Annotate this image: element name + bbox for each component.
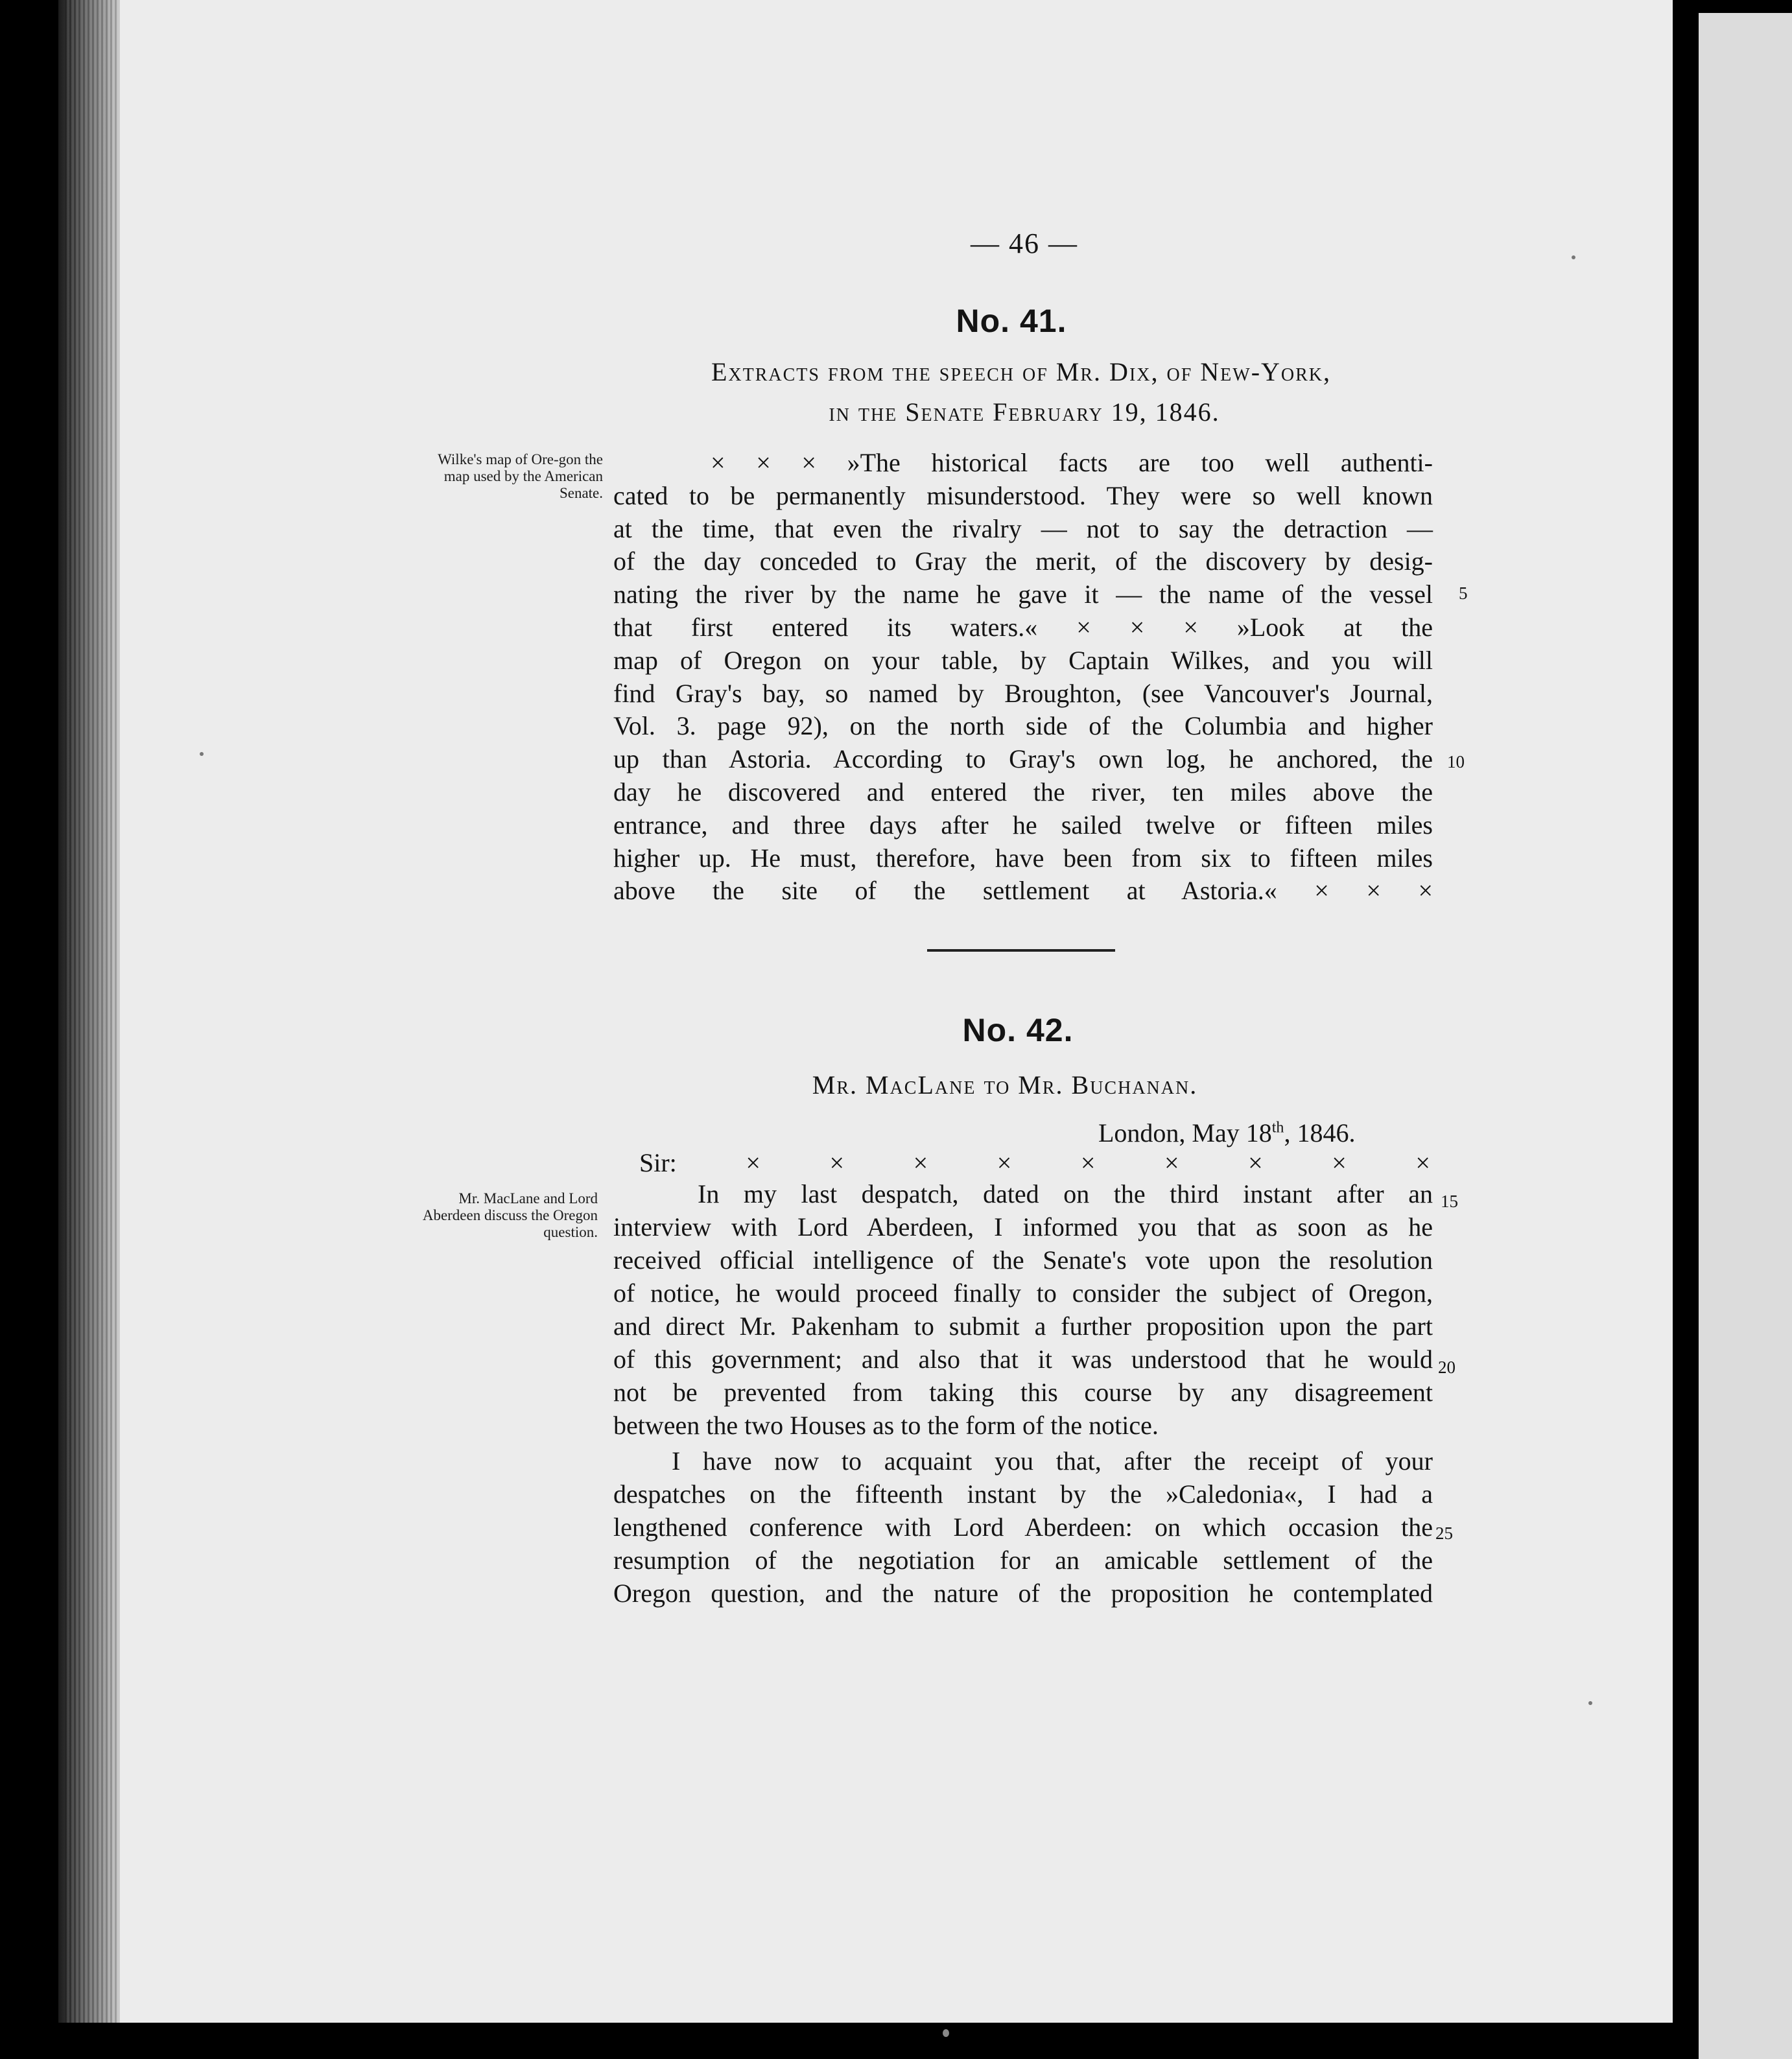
- text-line: interview with Lord Aberdeen, I informed you that as soon as he: [613, 1212, 1433, 1241]
- text-line: received official intelligence of the Senate's vote upon the resolution: [613, 1245, 1433, 1275]
- dateline: London, May 18th, 1846.: [1098, 1118, 1356, 1147]
- text-line: and direct Mr. Pakenham to submit a further proposition upon the part: [613, 1312, 1433, 1341]
- scanned-page: [58, 0, 1673, 2023]
- text-line: lengthened conference with Lord Aberdeen: on which occasion the: [613, 1512, 1433, 1542]
- text-line: above the site of the settlement at Astoria.« × × ×: [613, 876, 1433, 906]
- document-42-title: Mr. MacLane to Mr. Buchanan.: [812, 1070, 1198, 1100]
- line-number: 25: [1435, 1524, 1453, 1543]
- document-41-title-line-1: Extracts from the speech of Mr. Dix, of New-York,: [711, 357, 1332, 386]
- section-divider: [927, 949, 1115, 952]
- dust-speck: [1588, 1701, 1592, 1705]
- text-line: cated to be permanently misunderstood. They were so well known: [613, 480, 1433, 510]
- dust-speck: [943, 2029, 949, 2037]
- salutation: Sir: × × × × × × × × ×: [639, 1148, 1430, 1177]
- document-number-42: No. 42.: [962, 1012, 1074, 1048]
- page-stack-edge: [65, 0, 117, 2023]
- text-line: despatches on the fifteenth instant by the »Caledonia«, I had a: [613, 1479, 1433, 1509]
- facing-page-strip: [1699, 13, 1792, 2059]
- text-line: In my last despatch, dated on the third instant after an: [698, 1179, 1433, 1208]
- margin-note-wilkes-map: Wilke's map of Ore-gon the map used by the American Senate.: [438, 451, 603, 501]
- text-line: resumption of the negotiation for an amicable settlement of the: [613, 1546, 1433, 1575]
- text-line: entrance, and three days after he sailed twelve or fifteen miles: [613, 810, 1433, 840]
- text-line: Oregon question, and the nature of the proposition he contemplated: [613, 1579, 1433, 1608]
- text-line: of this government; and also that it was understood that he would: [613, 1345, 1433, 1374]
- text-line: I have now to acquaint you that, after the receipt of your: [672, 1446, 1433, 1476]
- dust-speck: [200, 752, 204, 756]
- text-line: nating the river by the name he gave it — the name of the vessel: [613, 580, 1433, 609]
- text-line: of notice, he would proceed finally to consider the subject of Oregon,: [613, 1278, 1433, 1308]
- line-number: 15: [1441, 1192, 1458, 1211]
- document-number-41: No. 41.: [956, 303, 1067, 339]
- page-number: — 46 —: [971, 228, 1078, 259]
- text-line: that first entered its waters.« × × × »Look at the: [613, 613, 1433, 642]
- text-line: higher up. He must, therefore, have been from six to fifteen miles: [613, 843, 1433, 873]
- text-line: map of Oregon on your table, by Captain Wilkes, and you will: [613, 645, 1433, 675]
- line-number: 10: [1447, 752, 1465, 771]
- dust-speck: [1572, 255, 1575, 259]
- text-line: at the time, that even the rivalry — not to say the detraction —: [613, 513, 1433, 543]
- line-number: 5: [1459, 583, 1468, 603]
- text-line: find Gray's bay, so named by Broughton, (see Vancouver's Journal,: [613, 678, 1433, 708]
- text-line: Vol. 3. page 92), on the north side of the Columbia and higher: [613, 711, 1433, 741]
- text-line: up than Astoria. According to Gray's own log, he anchored, the: [613, 744, 1433, 774]
- text-line: × × × »The historical facts are too well authenti-: [711, 448, 1433, 477]
- document-41-title-line-2: in the Senate February 19, 1846.: [829, 397, 1220, 427]
- text-line: not be prevented from taking this course by any disagreement: [613, 1378, 1433, 1407]
- margin-note-maclane-aberdeen: Mr. MacLane and Lord Aberdeen discuss the Oregon question.: [422, 1190, 598, 1240]
- text-line: between the two Houses as to the form of the notice.: [613, 1411, 1159, 1440]
- bottom-frame-border: [58, 2023, 1673, 2059]
- line-number: 20: [1438, 1358, 1456, 1377]
- text-line: day he discovered and entered the river, ten miles above the: [613, 777, 1433, 806]
- text-line: of the day conceded to Gray the merit, of the discovery by desig-: [613, 547, 1433, 576]
- right-frame-border: [1673, 0, 1699, 2059]
